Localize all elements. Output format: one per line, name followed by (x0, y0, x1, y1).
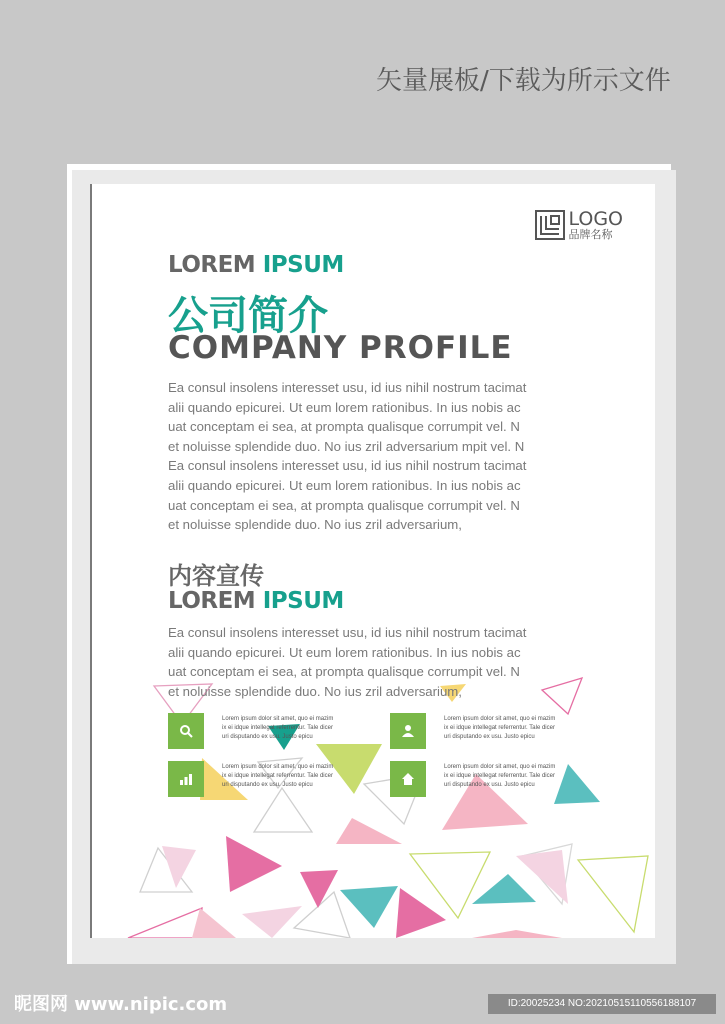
ipsum-word: IPSUM (262, 588, 344, 614)
logo-subtitle: 品牌名称 (568, 228, 613, 241)
text-line: alii quando epicurei. Ut eum lorem rationibus. In ius nobis ac (168, 644, 521, 660)
ipsum-word: IPSUM (262, 252, 344, 278)
section-title-cn: 内容宣传 (168, 562, 264, 590)
lorem-word: LOREM (168, 252, 256, 278)
text-line: Ea consul insolens interesset usu, id ius nihil nostrum tacimat (168, 625, 527, 640)
text-line: uat conceptam ei sea, at prompta qualisque corrumpit vel. N (168, 419, 520, 435)
text-line: uri disputando ex usu. Justo epicu (444, 734, 535, 740)
watermark-id: ID:20025234 NO:20210515110556188107 (488, 994, 716, 1014)
feature-user-text (444, 715, 594, 742)
text-line: Lorem ipsum dolor sit amet, quo ei mazim (444, 764, 556, 770)
feature-search-box (168, 713, 204, 749)
top-caption: 矢量展板/下载为所示文件 (376, 66, 671, 96)
page-title-en: COMPANY PROFILE (168, 330, 513, 366)
watermark-site: 昵图网 www.nipic.com (14, 994, 228, 1015)
feature-home-text (444, 763, 594, 790)
text-line: ix ei idque intellegat referrentur. Tale dicer (444, 773, 555, 779)
text-line: Lorem ipsum dolor sit amet, quo ei mazim (222, 764, 334, 770)
text-line: Ea consul insolens interesset usu, id ius nihil nostrum tacimat (168, 458, 527, 474)
text-line: Lorem ipsum dolor sit amet, quo ei mazim (222, 716, 334, 722)
section-paragraph (168, 623, 580, 701)
user-icon (401, 724, 415, 738)
text-line: Ea consul insolens interesset usu, id ius nihil nostrum tacimat (168, 380, 527, 395)
text-line: uat conceptam ei sea, at prompta qualisque corrumpit vel. N (168, 497, 520, 513)
text-line: et noluisse splendide duo. No ius zril adversarium mpit vel. N (168, 438, 525, 454)
feature-chart-box (168, 761, 204, 797)
bar-chart-icon (179, 772, 193, 786)
feature-user-box (390, 713, 426, 749)
text-line: uat conceptam ei sea, at prompta qualisque corrumpit vel. N (168, 664, 520, 680)
search-icon (179, 724, 193, 738)
text-line: et noluisse splendide duo. No ius zril adversarium, (168, 683, 462, 699)
feature-chart-text (222, 763, 372, 790)
logo-mark-icon (535, 210, 565, 240)
text-line: alii quando epicurei. Ut eum lorem rationibus. In ius nobis ac (168, 477, 521, 493)
lorem-word: LOREM (168, 588, 256, 614)
feature-home-box (390, 761, 426, 797)
text-line: Lorem ipsum dolor sit amet, quo ei mazim (444, 716, 556, 722)
logo-text: LOGO (568, 208, 623, 230)
text-line: alii quando epicurei. Ut eum lorem rationibus. In ius nobis ac (168, 399, 521, 415)
feature-search-text (222, 715, 372, 742)
intro-paragraph (168, 378, 580, 535)
home-icon (401, 772, 415, 786)
page-title-cn: 公司简介 (168, 293, 328, 339)
brand-logo (535, 210, 623, 240)
text-line: uri disputando ex usu. Justo epicu (444, 782, 535, 788)
text-line: uri disputando ex usu. Justo epicu (222, 734, 313, 740)
poster-page (90, 184, 655, 938)
text-line: ix ei idque intellegat referrentur. Tale dicer (222, 725, 333, 731)
text-line: ix ei idque intellegat referrentur. Tale dicer (222, 773, 333, 779)
lorem-ipsum-heading (168, 252, 344, 278)
text-line: et noluisse splendide duo. No ius zril adversarium, (168, 517, 462, 533)
section-lorem-heading (168, 588, 344, 614)
text-line: uri disputando ex usu. Justo epicu (222, 782, 313, 788)
text-line: ix ei idque intellegat referrentur. Tale dicer (444, 725, 555, 731)
